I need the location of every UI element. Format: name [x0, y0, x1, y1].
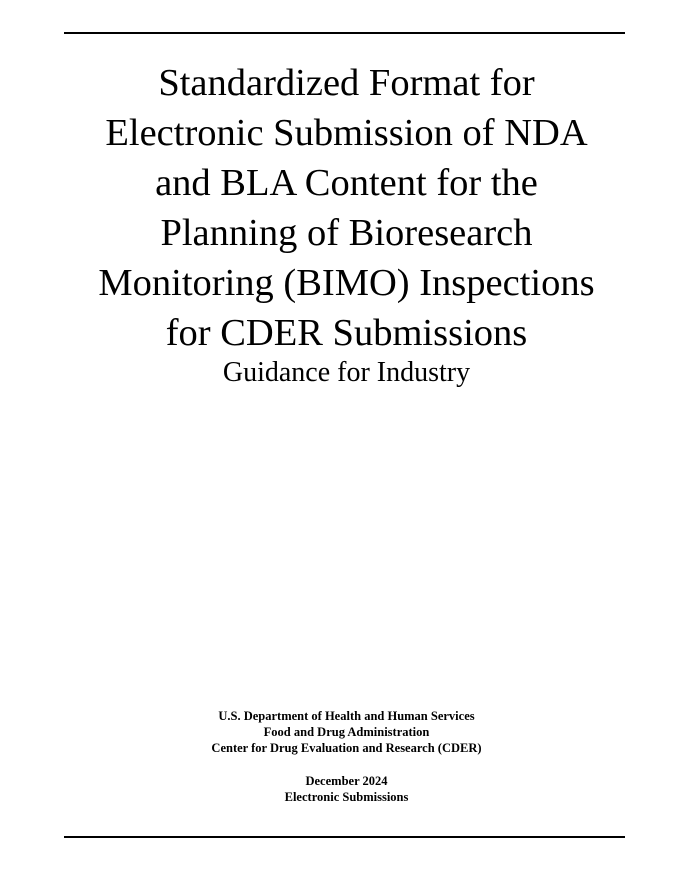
document-title	[20, 58, 673, 358]
top-rule	[64, 32, 625, 34]
document-category: Electronic Submissions	[284, 790, 409, 804]
bottom-rule	[64, 836, 625, 838]
agency-department: U.S. Department of Health and Human Services	[218, 709, 475, 723]
date-block	[20, 773, 673, 805]
title-line: Electronic Submission of NDA	[105, 112, 588, 154]
title-line: Standardized Format for	[158, 62, 535, 104]
agency-center: Center for Drug Evaluation and Research (CDER)	[211, 741, 482, 755]
agency-administration: Food and Drug Administration	[263, 725, 430, 739]
title-line: Monitoring (BIMO) Inspections	[98, 262, 595, 304]
title-line: Planning of Bioresearch	[160, 212, 533, 254]
publication-date: December 2024	[305, 774, 388, 788]
title-line: and BLA Content for the	[155, 162, 538, 204]
title-line: for CDER Submissions	[165, 312, 528, 354]
document-subtitle: Guidance for Industry	[222, 357, 471, 388]
agency-block	[20, 708, 673, 756]
